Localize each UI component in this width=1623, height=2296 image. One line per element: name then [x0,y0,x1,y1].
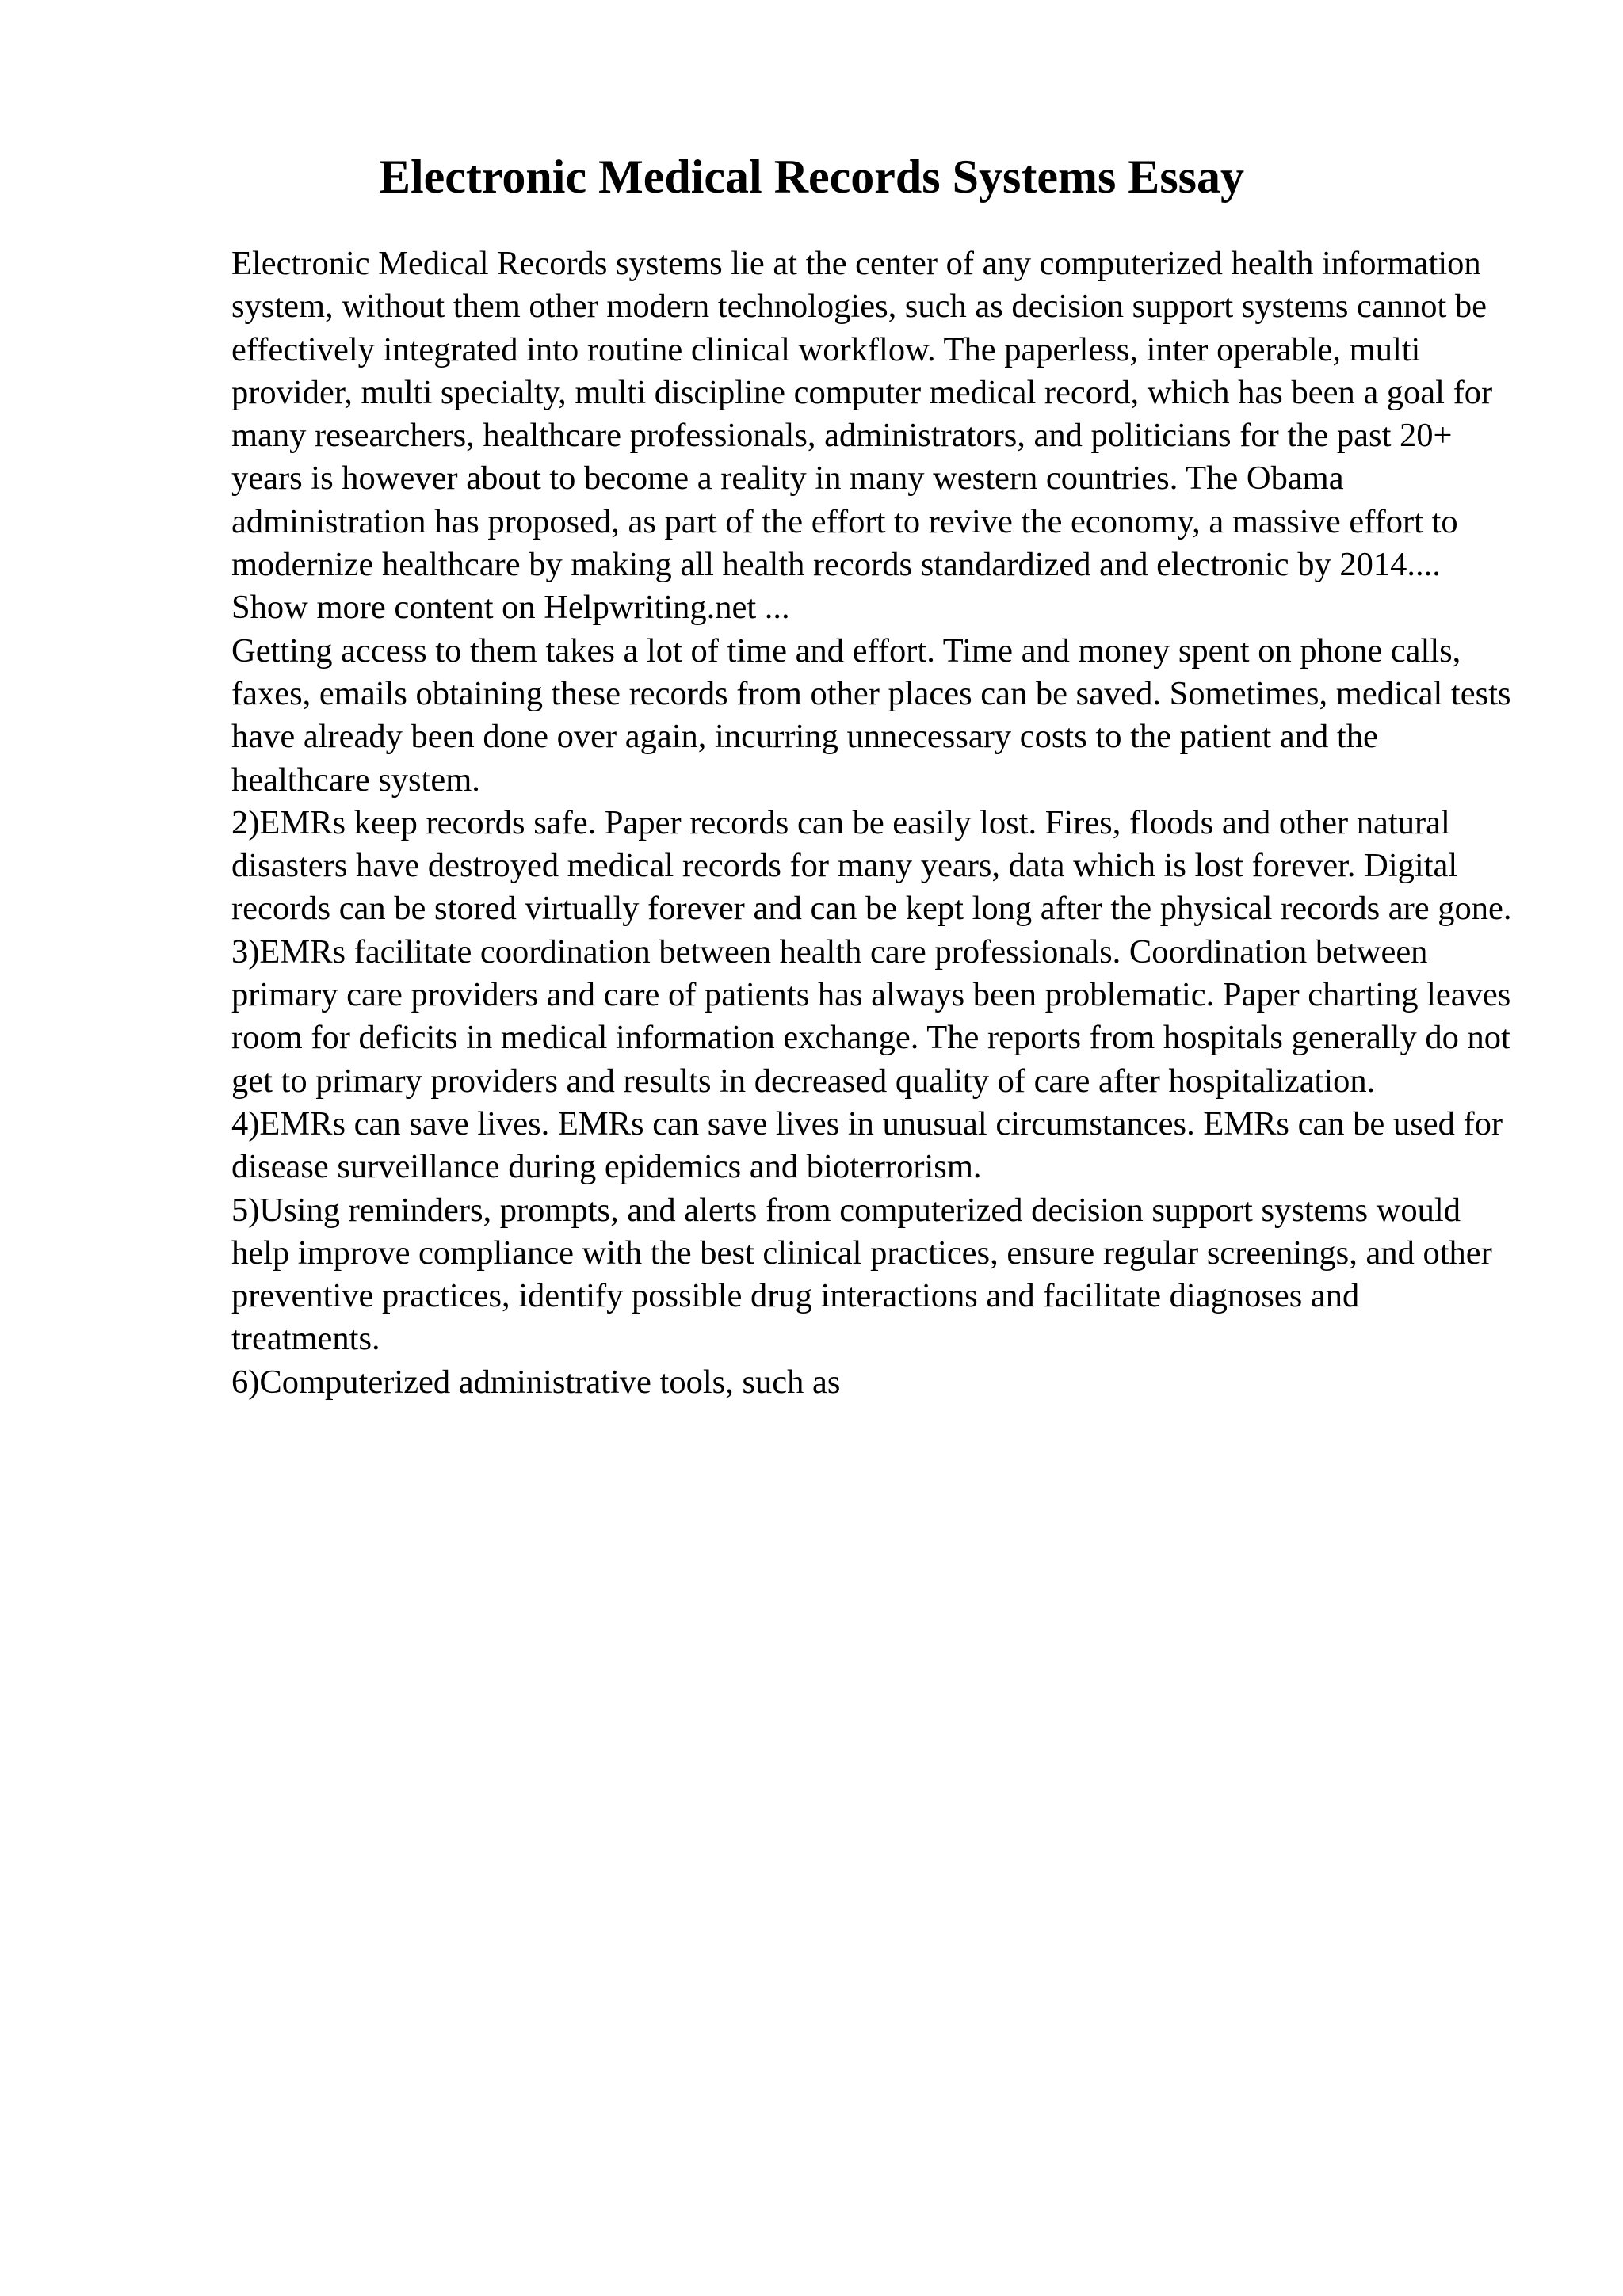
document-title: Electronic Medical Records Systems Essay [378,151,1245,203]
document-body [231,242,1515,1404]
paragraph-point-3: 3)EMRs facilitate coordination between health care professionals. Coordination between primary care providers and care of patients has always been problematic. Paper charting leaves room for deficits in medical information exchange. The reports from hospitals generally do not get to primary providers and results in decreased quality of care after hospitalization. [231,933,1511,1100]
paragraph-point-4: 4)EMRs can save lives. EMRs can save lives in unusual circumstances. EMRs can be used for disease surveillance during epidemics and bioterrorism. [231,1104,1503,1186]
paragraph-point-6: 6)Computerized administrative tools, such as [231,1363,841,1401]
paragraph-point-5: 5)Using reminders, prompts, and alerts from computerized decision support systems would help improve compliance with the best clinical practices, ensure regular screenings, and other preventive practices, identify possible drug interactions and facilitate diagnoses and treatments. [231,1191,1492,1358]
paragraph-access: Getting access to them takes a lot of time and effort. Time and money spent on phone calls, faxes, emails obtaining these records from other places can be saved. Sometimes, medical tests have already been done over again, incurring unnecessary costs to the patient and the healthcare system. [231,631,1511,799]
paragraph-intro: Electronic Medical Records systems lie at the center of any computerized health information system, without them other modern technologies, such as decision support systems cannot be effectively integrated into routine clinical workflow. The paperless, inter operable, multi provider, multi specialty, multi discipline computer medical record, which has been a goal for many researchers, healthcare professionals, administrators, and politicians for the past 20+ years is however about to become a reality in many western countries. The Obama administration has proposed, as part of the effort to revive the economy, a massive effort to modernize healthcare by making all health records standardized and electronic by 2014.... Show more content on Helpwriting.net ... [231,245,1493,627]
paragraph-point-2: 2)EMRs keep records safe. Paper records can be easily lost. Fires, floods and other natural disasters have destroyed medical records for many years, data which is lost forever. Digital records can be stored virtually forever and can be kept long after the physical records are gone. [231,803,1512,928]
